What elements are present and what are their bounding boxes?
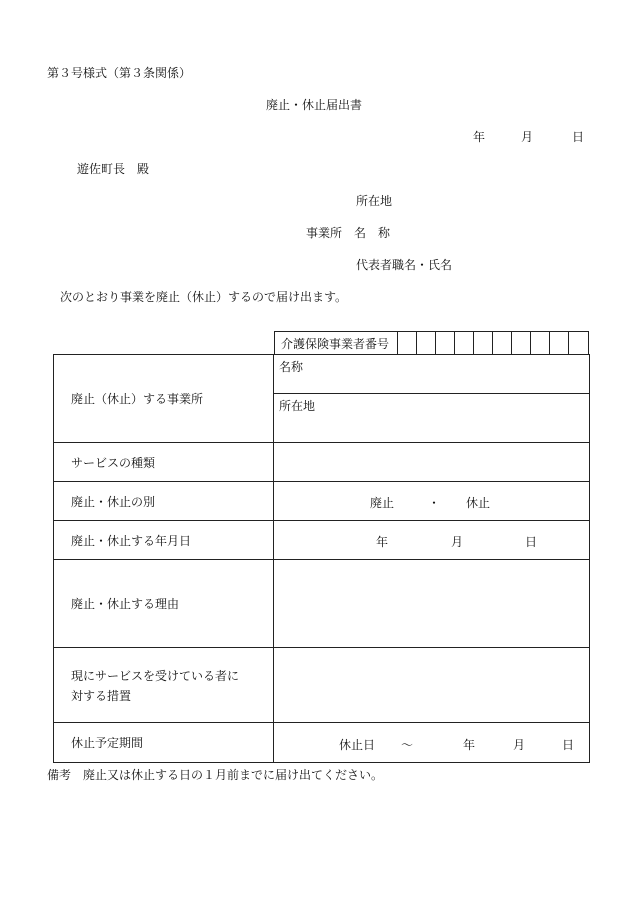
addressee: 遊佐町長 殿 xyxy=(77,162,150,176)
period-start: 休止日 xyxy=(339,738,376,752)
provider-number-digit-box[interactable] xyxy=(531,332,550,355)
period-value xyxy=(274,723,590,763)
date-value xyxy=(274,521,590,560)
service-type-row xyxy=(54,443,590,482)
office-row-label: 廃止（休止）する事業所 xyxy=(54,355,274,443)
office-divider xyxy=(274,393,589,394)
provider-number-digit-box[interactable] xyxy=(398,332,417,355)
date-label: 廃止・休止する年月日 xyxy=(54,521,274,560)
applicant-location-label: 所在地 xyxy=(356,194,393,208)
date-row xyxy=(54,521,590,560)
measures-value[interactable] xyxy=(274,648,590,723)
office-address-label: 所在地 xyxy=(279,399,316,413)
reason-label: 廃止・休止する理由 xyxy=(54,560,274,648)
office-name-label: 名称 xyxy=(279,360,304,374)
option-abolish[interactable]: 廃止 xyxy=(370,496,395,510)
measures-row xyxy=(54,648,590,723)
form-number: 第３号様式（第３条関係） xyxy=(47,66,192,80)
period-month: 月 xyxy=(513,738,526,752)
office-row xyxy=(54,355,590,443)
option-suspend[interactable]: 休止 xyxy=(466,496,491,510)
date-day: 日 xyxy=(525,535,538,549)
measures-label-line1: 現にサービスを受けている者に xyxy=(71,668,240,683)
date-year: 年 xyxy=(376,535,389,549)
applicant-office-label: 事業所 名 称 xyxy=(306,226,391,240)
measures-label xyxy=(54,648,274,723)
provider-number-digit-box[interactable] xyxy=(550,332,569,355)
document-title: 廃止・休止届出書 xyxy=(266,98,363,112)
provider-number-digit-box[interactable] xyxy=(436,332,455,355)
option-separator: ・ xyxy=(428,496,441,510)
measures-label-line2: 対する措置 xyxy=(71,688,132,703)
period-label: 休止予定期間 xyxy=(54,723,274,763)
office-details-cell xyxy=(274,355,590,443)
provider-number-digit-box[interactable] xyxy=(512,332,531,355)
provider-number-digit-box[interactable] xyxy=(455,332,474,355)
provider-number-digit-box[interactable] xyxy=(474,332,493,355)
provider-number-label: 介護保険事業者番号 xyxy=(275,332,398,355)
header-date-month: 月 xyxy=(521,130,534,144)
notification-table xyxy=(53,354,590,763)
statement: 次のとおり事業を廃止（休止）するので届け出ます。 xyxy=(60,290,348,304)
date-month: 月 xyxy=(451,535,464,549)
reason-value[interactable] xyxy=(274,560,590,648)
header-date-day: 日 xyxy=(572,130,585,144)
period-row xyxy=(54,723,590,763)
provider-number-digit-box[interactable] xyxy=(569,332,588,355)
provider-number-row xyxy=(274,331,589,355)
period-year: 年 xyxy=(463,738,476,752)
period-tilde: ～ xyxy=(401,738,414,752)
note: 備考 廃止又は休止する日の１月前までに届け出てください。 xyxy=(47,768,384,782)
reason-row xyxy=(54,560,590,648)
category-row xyxy=(54,482,590,521)
header-date-year: 年 xyxy=(473,130,486,144)
provider-number-digit-box[interactable] xyxy=(493,332,512,355)
provider-number-digit-box[interactable] xyxy=(417,332,436,355)
service-type-value[interactable] xyxy=(274,443,590,482)
service-type-label: サービスの種類 xyxy=(54,443,274,482)
applicant-representative-label: 代表者職名・氏名 xyxy=(356,258,453,272)
category-value xyxy=(274,482,590,521)
period-day: 日 xyxy=(562,738,575,752)
category-label: 廃止・休止の別 xyxy=(54,482,274,521)
